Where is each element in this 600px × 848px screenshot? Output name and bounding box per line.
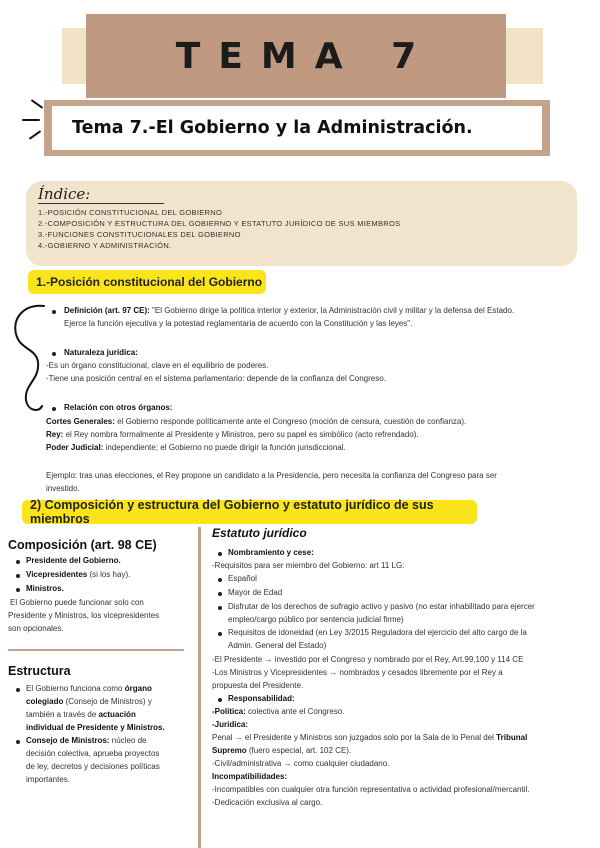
nombramiento-label: Nombramiento y cese: [228,548,314,557]
subtitle-box [52,106,542,150]
bullet-icon [52,310,56,314]
responsabilidad-label: Responsabilidad: [228,694,295,703]
bullet-icon [52,407,56,411]
incompat-line-2: -Dedicación exclusiva al cargo. [212,798,323,807]
bullet-icon [218,698,222,702]
bullet-icon [16,588,20,592]
requisitos-line: -Requisitos para ser miembro del Gobierno: art 11 LG: [212,561,405,570]
req-item: Mayor de Edad [228,588,283,597]
naturaleza-label: Naturaleza jurídica: [64,348,138,357]
column-divider [198,527,201,848]
estructura-line: importantes. [26,775,71,784]
civil-line: -Civil/administrativa → como cualquier ciudadano. [212,759,390,768]
bullet-icon [52,352,56,356]
bullet-icon [218,578,222,582]
req-item-cont: empleo/cargo público por sentencia judicial firme) [228,615,404,624]
estructura-line: El Gobierno funciona como órgano [26,684,152,693]
page-title: TEMA 7 [175,35,435,77]
subtitle-frame [44,100,550,156]
title-banner [86,14,506,98]
req-item-cont: Admin. General del Estado) [228,641,327,650]
subtitle: Tema 7.-El Gobierno y la Administración. [72,118,473,138]
index-box [26,181,577,266]
comp-note-3: son opcionales. [8,624,64,633]
definicion-text: "El Gobierno dirige la política interior y exterior, la Administración civil y militar y la defensa del Estado. [149,306,515,315]
spark-line [22,119,40,121]
bullet-icon [218,632,222,636]
naturaleza-line-1: -Es un órgano constitucional, clave en el equilibrio de poderes. [46,361,269,370]
estructura-line: decisión colectiva, aprueba proyectos [26,749,160,758]
definicion-line [64,305,514,317]
comp-item: Ministros. [26,584,64,593]
estructura-line: colegiado (Consejo de Ministros) y [26,697,152,706]
estructura-line: también a través de actuación [26,710,136,719]
bullet-icon [16,560,20,564]
ministros-line-2: propuesta del Presidente. [212,681,304,690]
presidente-line: -El Presidente → investido por el Congreso y nombrado por el Rey, Art.99,100 y 114 CE [212,655,524,664]
judicial-line: Poder Judicial: independiente; el Gobierno no puede dirigir la función jurisdiccional. [46,443,346,452]
relacion-label: Relación con otros órganos: [64,403,173,412]
comp-note-2: Presidente y Ministros, los vicepresidentes [8,611,160,620]
definicion-text-2: Ejerce la función ejecutiva y la potestad reglamentaria de acuerdo con la Constitución y las leyes". [64,319,413,328]
spark-line [29,130,42,140]
index-item: 4.-GOBIERNO Y ADMINISTRACIÓN. [38,241,172,250]
ejemplo-line-2: investido. [46,484,80,493]
naturaleza-line-2: -Tiene una posición central en el sistema parlamentario: depende de la confianza del Congreso. [46,374,386,383]
estatuto-title: Estatuto jurídico [212,526,307,540]
bullet-icon [218,552,222,556]
ministros-line: -Los Ministros y Vicepresidentes → nombrados y cesados libremente por el Rey a [212,668,503,677]
divider-rule [8,649,184,651]
estructura-line: Consejo de Ministros: núcleo de [26,736,147,745]
req-item: Requisitos de idoneidad (en Ley 3/2015 Reguladora del ejercicio del alto cargo de la [228,628,527,637]
req-item: Español [228,574,257,583]
estructura-title: Estructura [8,664,71,678]
req-item: Disfrutar de los derechos de sufragio activo y pasivo (no estar inhabilitado para ejercer [228,602,535,611]
cortes-line: Cortes Generales: el Gobierno responde políticamente ante el Congreso (moción de censura, cuestión de confianza). [46,417,467,426]
juridica-label: -Jurídica: [212,720,249,729]
decorative-curl-icon [6,300,50,420]
section1-heading: 1.-Posición constitucional del Gobierno [28,270,266,294]
comp-item: Vicepresidentes (si los hay). [26,570,131,579]
section2-heading: 2) Composición y estructura del Gobierno y estatuto jurídico de sus miembros [22,500,477,524]
politica-line: -Política: colectiva ante el Congreso. [212,707,345,716]
spark-line [31,99,44,109]
index-item: 2.-COMPOSICIÓN Y ESTRUCTURA DEL GOBIERNO Y ESTATUTO JURÍDICO DE SUS MIEMBROS [38,219,401,228]
bullet-icon [16,574,20,578]
index-item: 1.-POSICIÓN CONSTITUCIONAL DEL GOBIERNO [38,208,223,217]
index-heading: Índice: [38,185,164,204]
comp-note-1: El Gobierno puede funcionar solo con [10,598,144,607]
banner-right-accent [505,28,543,84]
estructura-line: de ley, decretos y decisiones políticas [26,762,160,771]
rey-line: Rey: el Rey nombra formalmente al Presidente y Ministros, pero su papel es simbólico (acto refrendado). [46,430,419,439]
bullet-icon [16,688,20,692]
comp-item: Presidente del Gobierno. [26,556,121,565]
composicion-title: Composición (art. 98 CE) [8,538,157,552]
index-item: 3.-FUNCIONES CONSTITUCIONALES DEL GOBIERNO [38,230,241,239]
ejemplo-line-1: Ejemplo: tras unas elecciones, el Rey propone un candidato a la Presidencia, pero necesita la confianza del Congreso para ser [46,471,497,480]
definicion-label: Definición (art. 97 CE): [64,306,150,315]
estructura-line: individual de Presidente y Ministros. [26,723,165,732]
index-list [38,207,577,251]
bullet-icon [16,740,20,744]
bullet-icon [218,606,222,610]
incompat-line-1: -Incompatibles con cualquier otra función representativa o actividad profesional/mercantil. [212,785,530,794]
incompat-label: Incompatibilidades: [212,772,288,781]
penal-line: Penal → el Presidente y Ministros son juzgados solo por la Sala de lo Penal del Tribunal [212,733,528,742]
bullet-icon [218,592,222,596]
penal-line-2: Supremo (fuero especial, art. 102 CE). [212,746,352,755]
